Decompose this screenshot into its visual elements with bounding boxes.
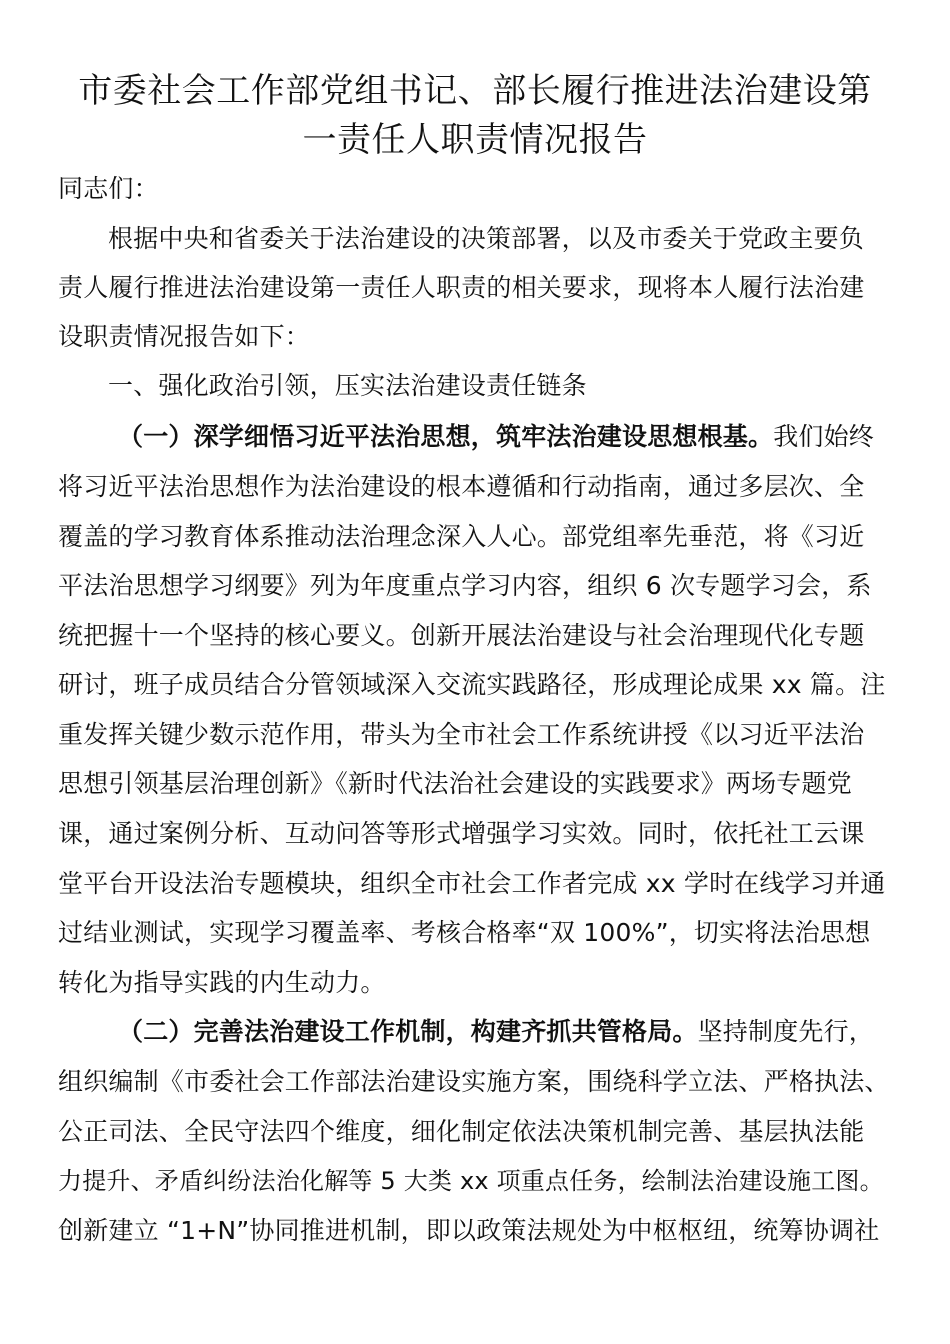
subsection-heading: （二）完善法治建设工作机制，构建齐抓共管格局。 xyxy=(118,1017,698,1046)
paragraph-line: 统把握十一个坚持的核心要义。创新开展法治建设与社会治理现代化专题 xyxy=(58,621,865,650)
paragraph-line: 课，通过案例分析、互动问答等形式增强学习实效。同时，依托社工云课 xyxy=(58,819,865,848)
paragraph-line xyxy=(118,421,898,453)
paragraph-text: 我们始终 xyxy=(773,422,875,451)
intro-line: 根据中央和省委关于法治建设的决策部署，以及市委关于党政主要负 xyxy=(108,224,865,253)
paragraph-line: 创新建立 “1+N”协同推进机制，即以政策法规处为中枢枢纽，统筹协调社 xyxy=(58,1216,880,1245)
paragraph-line: 重发挥关键少数示范作用，带头为全市社会工作系统讲授《以习近平法治 xyxy=(58,720,865,749)
paragraph-line: 过结业测试，实现学习覆盖率、考核合格率“双 100%”，切实将法治思想 xyxy=(58,918,871,947)
intro-line: 设职责情况报告如下： xyxy=(58,322,311,351)
section-heading: 一、强化政治引领，压实法治建设责任链条 xyxy=(108,371,587,400)
intro-line: 责人履行推进法治建设第一责任人职责的相关要求，现将本人履行法治建 xyxy=(58,273,865,302)
paragraph-line: 转化为指导实践的内生动力。 xyxy=(58,968,386,997)
paragraph-line: 覆盖的学习教育体系推动法治理念深入人心。部党组率先垂范，将《习近 xyxy=(58,522,865,551)
paragraph-line: 平法治思想学习纲要》列为年度重点学习内容，组织 6 次专题学习会，系 xyxy=(58,571,872,600)
paragraph-line: 将习近平法治思想作为法治建设的根本遵循和行动指南，通过多层次、全 xyxy=(58,472,865,501)
paragraph-text: 坚持制度先行， xyxy=(697,1017,875,1046)
document-title-line-1: 市委社会工作部党组书记、部长履行推进法治建设第 xyxy=(78,71,872,111)
paragraph-line: 研讨，班子成员结合分管领域深入交流实践路径，形成理论成果 xx 篇。注 xyxy=(58,670,886,699)
subsection-heading: （一）深学细悟习近平法治思想，筑牢法治建设思想根基。 xyxy=(118,422,774,451)
salutation: 同志们： xyxy=(58,174,159,203)
paragraph-line: 堂平台开设法治专题模块，组织全市社会工作者完成 xx 学时在线学习并通 xyxy=(58,869,886,898)
paragraph-line xyxy=(118,1016,898,1048)
document-title-line-2: 一责任人职责情况报告 xyxy=(302,120,648,160)
paragraph-line: 力提升、矛盾纠纷法治化解等 5 大类 xx 项重点任务，绘制法治建设施工图。 xyxy=(58,1167,884,1195)
paragraph-line: 组织编制《市委社会工作部法治建设实施方案，围绕科学立法、严格执法、 xyxy=(58,1067,890,1096)
paragraph-line: 公正司法、全民守法四个维度，细化制定依法决策机制完善、基层执法能 xyxy=(58,1117,865,1146)
paragraph-line: 思想引领基层治理创新》《新时代法治社会建设的实践要求》两场专题党 xyxy=(58,769,852,798)
